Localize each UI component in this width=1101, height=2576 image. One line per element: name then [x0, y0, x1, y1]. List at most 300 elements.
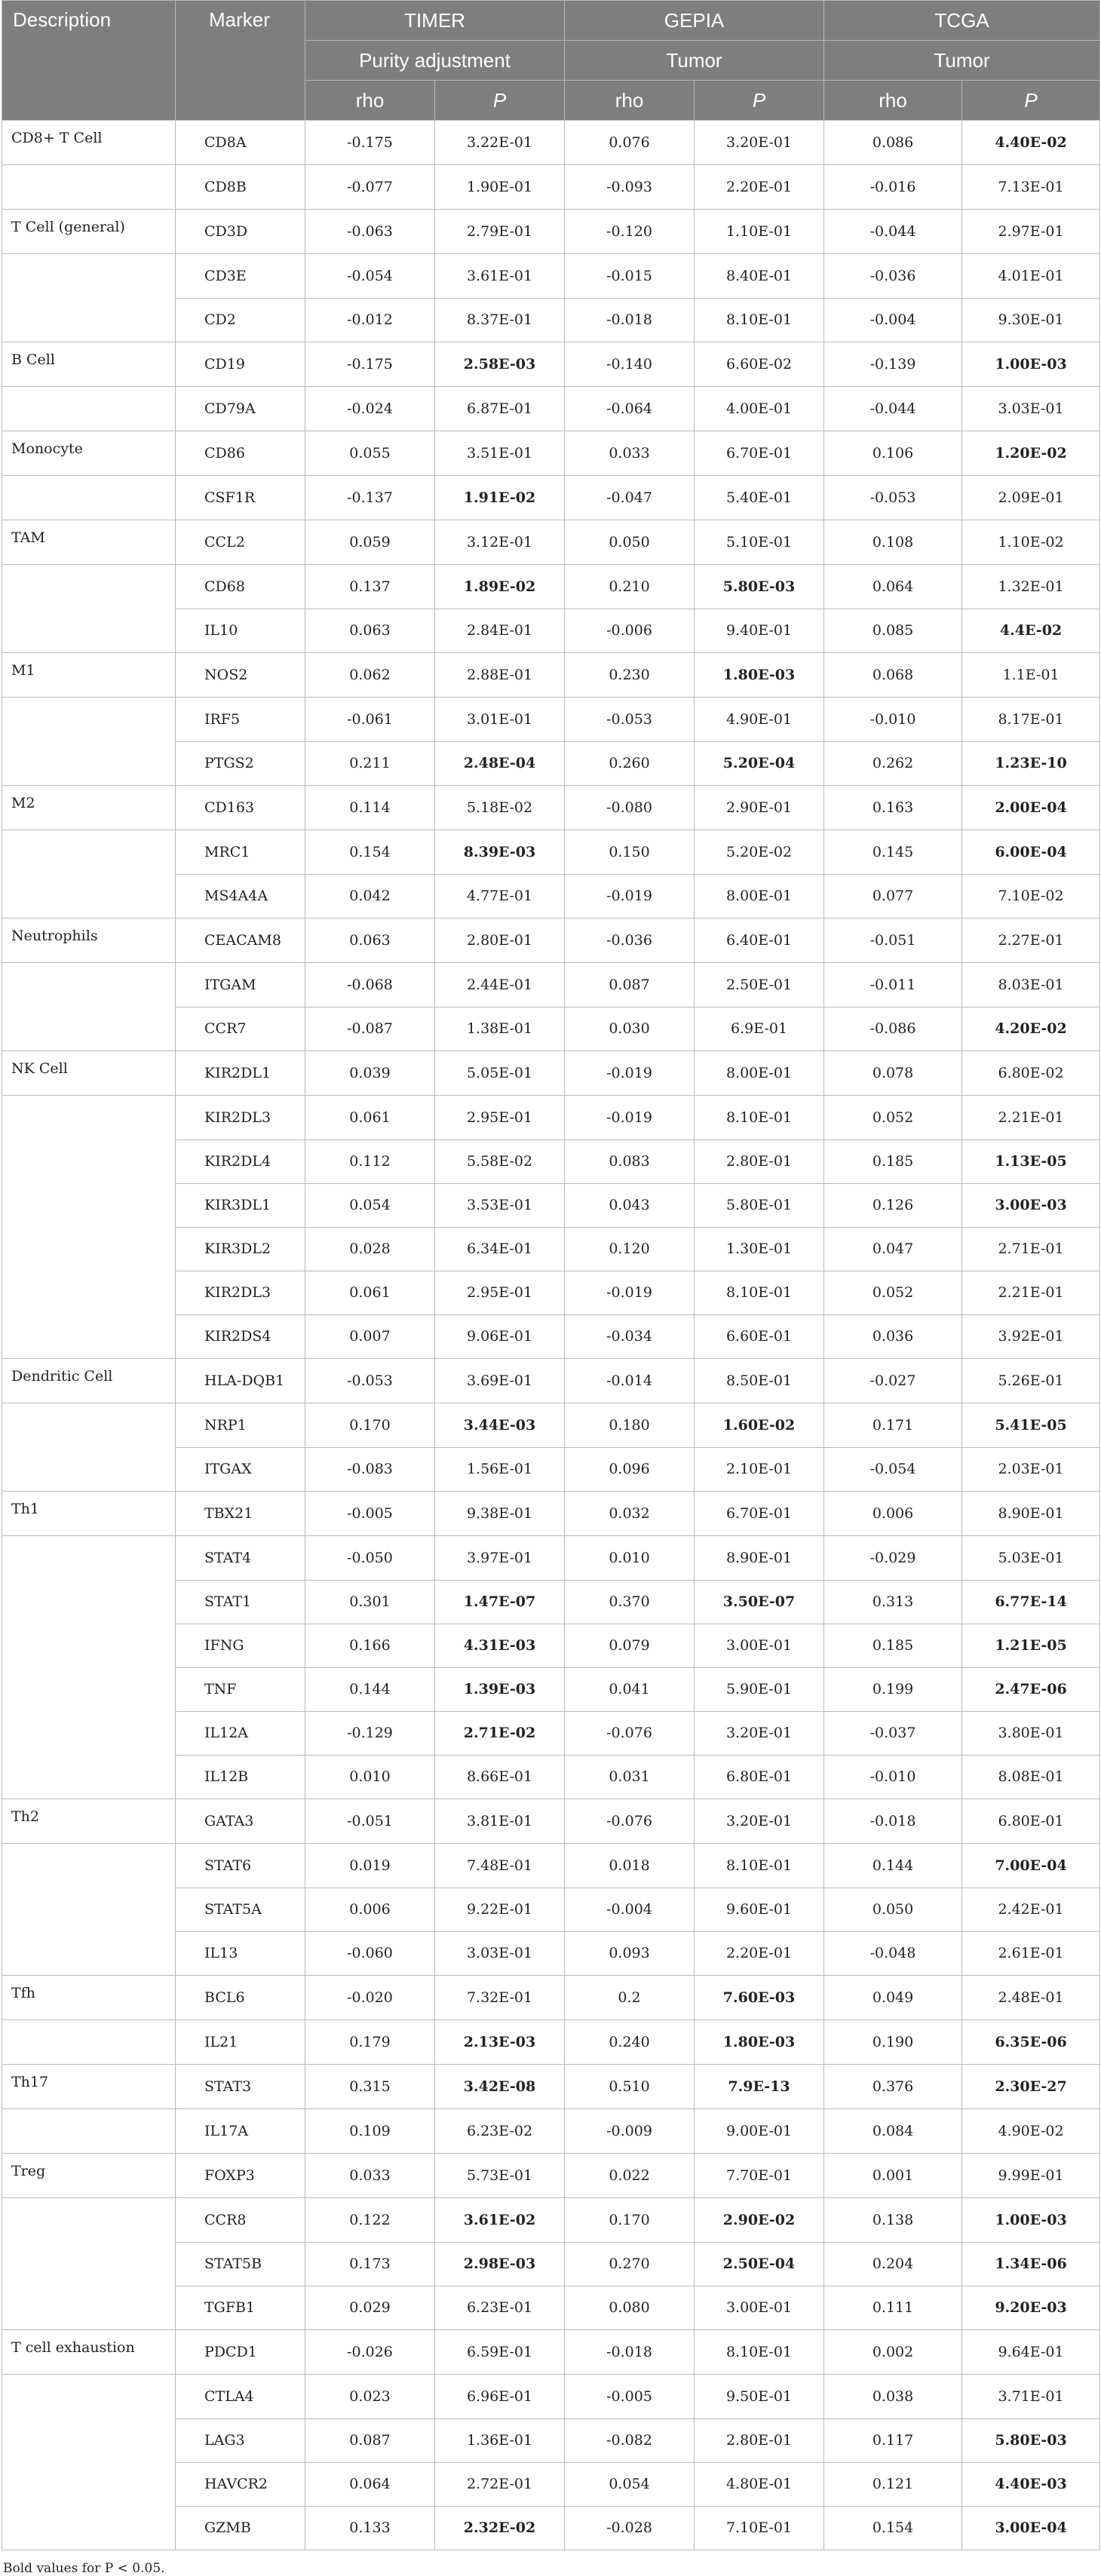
tcga-p-cell: 4.01E-01 [962, 254, 1100, 299]
tcga-rho-cell: 0.106 [824, 431, 962, 476]
description-cell [2, 1536, 176, 1581]
table-row [2, 2286, 1100, 2330]
gepia-p-cell: 7.70E-01 [695, 2154, 824, 2198]
gepia-p-cell: 9.00E-01 [695, 2109, 824, 2154]
gepia-rho-cell: -0.018 [565, 2330, 695, 2375]
tcga-p-cell: 8.08E-01 [962, 1755, 1100, 1799]
description-cell [2, 387, 176, 431]
gepia-p-cell: 6.60E-02 [695, 342, 824, 387]
timer-p-cell: 5.05E-01 [435, 1051, 565, 1096]
marker-cell: IRF5 [176, 698, 305, 742]
tcga-p-cell: 7.10E-02 [962, 874, 1100, 918]
gepia-rho-cell: -0.015 [565, 254, 695, 299]
timer-rho-cell: 0.062 [305, 653, 435, 698]
tcga-rho-cell: -0.139 [824, 342, 962, 387]
table-row [2, 1580, 1100, 1624]
timer-rho-cell: -0.061 [305, 698, 435, 742]
header-tcga-rho: rho [824, 81, 962, 121]
marker-cell: NRP1 [176, 1403, 305, 1448]
gepia-rho-cell: 0.170 [565, 2198, 695, 2243]
gepia-rho-cell: 0.180 [565, 1403, 695, 1448]
gepia-p-cell: 9.40E-01 [695, 609, 824, 653]
timer-rho-cell: -0.050 [305, 1536, 435, 1581]
tcga-p-cell: 5.41E-05 [962, 1403, 1100, 1448]
timer-p-cell: 2.72E-01 [435, 2462, 565, 2506]
tcga-rho-cell: 0.052 [824, 1271, 962, 1314]
marker-cell: CCR7 [176, 1007, 305, 1051]
description-cell [2, 830, 176, 875]
gepia-rho-cell: -0.034 [565, 1314, 695, 1359]
timer-p-cell: 9.06E-01 [435, 1314, 565, 1359]
gepia-rho-cell: -0.014 [565, 1359, 695, 1403]
tcga-p-cell: 4.40E-02 [962, 121, 1100, 165]
table-row [2, 2020, 1100, 2065]
table-row [2, 1447, 1100, 1492]
marker-cell: IL12B [176, 1755, 305, 1799]
gepia-p-cell: 8.50E-01 [695, 1359, 824, 1403]
gepia-p-cell: 3.20E-01 [695, 1799, 824, 1844]
table-row [2, 1711, 1100, 1755]
tcga-p-cell: 3.71E-01 [962, 2375, 1100, 2419]
tcga-p-cell: 6.35E-06 [962, 2020, 1100, 2065]
gepia-p-cell: 6.60E-01 [695, 1314, 824, 1359]
table-row [2, 2109, 1100, 2154]
timer-p-cell: 1.89E-02 [435, 565, 565, 609]
tcga-p-cell: 8.03E-01 [962, 963, 1100, 1007]
timer-p-cell: 3.97E-01 [435, 1536, 565, 1581]
timer-rho-cell: 0.301 [305, 1580, 435, 1624]
table-row [2, 918, 1100, 963]
gepia-rho-cell: 0.083 [565, 1139, 695, 1183]
timer-p-cell: 2.13E-03 [435, 2020, 565, 2065]
table-row [2, 1403, 1100, 1448]
marker-cell: IL21 [176, 2020, 305, 2065]
gepia-p-cell: 1.30E-01 [695, 1227, 824, 1271]
timer-p-cell: 2.71E-02 [435, 1711, 565, 1755]
description-cell: Th2 [2, 1799, 176, 1844]
description-cell [2, 298, 176, 342]
marker-cell: TNF [176, 1667, 305, 1711]
tcga-p-cell: 7.00E-04 [962, 1844, 1100, 1888]
tcga-rho-cell: 0.038 [824, 2375, 962, 2419]
tcga-rho-cell: -0.054 [824, 1447, 962, 1492]
timer-rho-cell: -0.051 [305, 1799, 435, 1844]
tcga-p-cell: 8.90E-01 [962, 1492, 1100, 1536]
gepia-rho-cell: -0.019 [565, 1271, 695, 1314]
gepia-p-cell: 2.80E-01 [695, 1139, 824, 1183]
timer-rho-cell: -0.026 [305, 2330, 435, 2375]
description-cell [2, 1139, 176, 1183]
tcga-rho-cell: -0.010 [824, 698, 962, 742]
timer-rho-cell: -0.077 [305, 165, 435, 210]
gepia-rho-cell: -0.076 [565, 1711, 695, 1755]
marker-cell: STAT5B [176, 2242, 305, 2286]
description-cell [2, 963, 176, 1007]
description-cell [2, 2242, 176, 2286]
gepia-p-cell: 8.00E-01 [695, 1051, 824, 1096]
gepia-rho-cell: 0.096 [565, 1447, 695, 1492]
marker-cell: KIR2DL1 [176, 1051, 305, 1096]
marker-cell: KIR2DS4 [176, 1314, 305, 1359]
gepia-rho-cell: -0.140 [565, 342, 695, 387]
tcga-rho-cell: 0.050 [824, 1888, 962, 1931]
timer-p-cell: 3.22E-01 [435, 121, 565, 165]
description-cell [2, 1183, 176, 1227]
table-row [2, 830, 1100, 875]
header-tcga: TCGA [824, 1, 1100, 41]
timer-rho-cell: 0.063 [305, 918, 435, 963]
tcga-rho-cell: 0.190 [824, 2020, 962, 2065]
timer-p-cell: 3.51E-01 [435, 431, 565, 476]
gepia-rho-cell: 0.230 [565, 653, 695, 698]
tcga-p-cell: 2.21E-01 [962, 1096, 1100, 1140]
timer-rho-cell: 0.114 [305, 786, 435, 830]
gepia-p-cell: 2.20E-01 [695, 1931, 824, 1976]
marker-cell: KIR2DL4 [176, 1139, 305, 1183]
timer-p-cell: 6.23E-02 [435, 2109, 565, 2154]
description-cell [2, 2462, 176, 2506]
header-marker: Marker [176, 1, 305, 121]
table-row [2, 387, 1100, 431]
tcga-p-cell: 8.17E-01 [962, 698, 1100, 742]
marker-cell: CD2 [176, 298, 305, 342]
marker-cell: CD163 [176, 786, 305, 830]
tcga-rho-cell: 0.154 [824, 2506, 962, 2550]
timer-p-cell: 2.80E-01 [435, 918, 565, 963]
timer-p-cell: 2.84E-01 [435, 609, 565, 653]
table-row [2, 1271, 1100, 1314]
gepia-p-cell: 3.50E-07 [695, 1580, 824, 1624]
timer-rho-cell: 0.173 [305, 2242, 435, 2286]
tcga-rho-cell: -0.086 [824, 1007, 962, 1051]
timer-rho-cell: -0.063 [305, 210, 435, 254]
gepia-p-cell: 5.20E-02 [695, 830, 824, 875]
gepia-rho-cell: 0.030 [565, 1007, 695, 1051]
marker-cell: IFNG [176, 1624, 305, 1667]
tcga-p-cell: 1.13E-05 [962, 1139, 1100, 1183]
timer-p-cell: 2.32E-02 [435, 2506, 565, 2550]
gepia-rho-cell: 0.033 [565, 431, 695, 476]
timer-rho-cell: -0.068 [305, 963, 435, 1007]
table-row [2, 609, 1100, 653]
description-cell [2, 609, 176, 653]
tcga-rho-cell: 0.376 [824, 2065, 962, 2109]
gepia-p-cell: 9.60E-01 [695, 1888, 824, 1931]
gepia-p-cell: 4.80E-01 [695, 2462, 824, 2506]
table-row [2, 1976, 1100, 2020]
description-cell [2, 1227, 176, 1271]
marker-cell: MRC1 [176, 830, 305, 875]
timer-p-cell: 1.47E-07 [435, 1580, 565, 1624]
timer-p-cell: 3.61E-01 [435, 254, 565, 299]
marker-cell: PTGS2 [176, 741, 305, 786]
gepia-rho-cell: 0.041 [565, 1667, 695, 1711]
timer-p-cell: 3.81E-01 [435, 1799, 565, 1844]
timer-rho-cell: 0.112 [305, 1139, 435, 1183]
table-footnote: Bold values for P < 0.05. [3, 2561, 165, 2576]
table-header [2, 1, 1100, 121]
marker-cell: BCL6 [176, 1976, 305, 2020]
tcga-rho-cell: 0.185 [824, 1139, 962, 1183]
marker-cell: CEACAM8 [176, 918, 305, 963]
timer-p-cell: 1.38E-01 [435, 1007, 565, 1051]
description-cell [2, 1888, 176, 1931]
gepia-p-cell: 1.60E-02 [695, 1403, 824, 1448]
timer-rho-cell: 0.122 [305, 2198, 435, 2243]
timer-rho-cell: -0.005 [305, 1492, 435, 1536]
tcga-rho-cell: 0.006 [824, 1492, 962, 1536]
timer-rho-cell: -0.060 [305, 1931, 435, 1976]
table-row [2, 2330, 1100, 2375]
timer-p-cell: 3.03E-01 [435, 1931, 565, 1976]
description-cell [2, 2020, 176, 2065]
tcga-p-cell: 2.00E-04 [962, 786, 1100, 830]
gepia-p-cell: 7.9E-13 [695, 2065, 824, 2109]
timer-p-cell: 1.90E-01 [435, 165, 565, 210]
timer-p-cell: 2.58E-03 [435, 342, 565, 387]
tcga-rho-cell: 0.144 [824, 1844, 962, 1888]
marker-cell: CD8B [176, 165, 305, 210]
timer-rho-cell: -0.137 [305, 476, 435, 520]
header-timer: TIMER [305, 1, 565, 41]
tcga-p-cell: 6.77E-14 [962, 1580, 1100, 1624]
timer-rho-cell: -0.012 [305, 298, 435, 342]
table-row [2, 874, 1100, 918]
description-cell [2, 1271, 176, 1314]
timer-p-cell: 3.69E-01 [435, 1359, 565, 1403]
timer-p-cell: 2.88E-01 [435, 653, 565, 698]
marker-cell: CD19 [176, 342, 305, 387]
table-row [2, 1755, 1100, 1799]
description-cell [2, 698, 176, 742]
table-row [2, 476, 1100, 520]
header-gepia: GEPIA [565, 1, 824, 41]
header-tcga-p: P [962, 81, 1100, 121]
gepia-rho-cell: -0.080 [565, 786, 695, 830]
gepia-p-cell: 6.40E-01 [695, 918, 824, 963]
tcga-p-cell: 2.71E-01 [962, 1227, 1100, 1271]
gepia-p-cell: 1.10E-01 [695, 210, 824, 254]
description-cell [2, 874, 176, 918]
description-cell [2, 741, 176, 786]
timer-rho-cell: 0.166 [305, 1624, 435, 1667]
tcga-rho-cell: 0.078 [824, 1051, 962, 1096]
marker-cell: KIR3DL2 [176, 1227, 305, 1271]
marker-cell: STAT6 [176, 1844, 305, 1888]
marker-cell: CD86 [176, 431, 305, 476]
gepia-p-cell: 7.10E-01 [695, 2506, 824, 2550]
timer-p-cell: 2.79E-01 [435, 210, 565, 254]
tcga-p-cell: 2.09E-01 [962, 476, 1100, 520]
gepia-rho-cell: 0.150 [565, 830, 695, 875]
marker-cell: LAG3 [176, 2418, 305, 2462]
gepia-rho-cell: -0.120 [565, 210, 695, 254]
gepia-rho-cell: -0.064 [565, 387, 695, 431]
tcga-rho-cell: -0.004 [824, 298, 962, 342]
tcga-p-cell: 2.27E-01 [962, 918, 1100, 963]
description-cell: Treg [2, 2154, 176, 2198]
table-row [2, 1492, 1100, 1536]
tcga-rho-cell: 0.002 [824, 2330, 962, 2375]
tcga-rho-cell: 0.036 [824, 1314, 962, 1359]
table-row [2, 963, 1100, 1007]
marker-cell: GATA3 [176, 1799, 305, 1844]
gepia-p-cell: 8.40E-01 [695, 254, 824, 299]
tcga-p-cell: 4.40E-03 [962, 2462, 1100, 2506]
description-cell: Th1 [2, 1492, 176, 1536]
tcga-p-cell: 3.00E-03 [962, 1183, 1100, 1227]
timer-rho-cell: -0.175 [305, 121, 435, 165]
table-row [2, 520, 1100, 565]
tcga-rho-cell: 0.047 [824, 1227, 962, 1271]
marker-cell: CCR8 [176, 2198, 305, 2243]
table-row [2, 2154, 1100, 2198]
timer-p-cell: 6.96E-01 [435, 2375, 565, 2419]
gepia-rho-cell: -0.047 [565, 476, 695, 520]
marker-cell: HLA-DQB1 [176, 1359, 305, 1403]
marker-cell: STAT4 [176, 1536, 305, 1581]
timer-p-cell: 5.18E-02 [435, 786, 565, 830]
timer-rho-cell: 0.039 [305, 1051, 435, 1096]
marker-cell: CD3D [176, 210, 305, 254]
tcga-rho-cell: -0.010 [824, 1755, 962, 1799]
timer-rho-cell: -0.083 [305, 1447, 435, 1492]
gepia-rho-cell: 0.054 [565, 2462, 695, 2506]
gepia-rho-cell: 0.050 [565, 520, 695, 565]
description-cell [2, 1007, 176, 1051]
tcga-rho-cell: -0.016 [824, 165, 962, 210]
gepia-p-cell: 8.00E-01 [695, 874, 824, 918]
tcga-rho-cell: -0.011 [824, 963, 962, 1007]
table-row [2, 1536, 1100, 1581]
description-cell [2, 1314, 176, 1359]
gepia-p-cell: 2.90E-02 [695, 2198, 824, 2243]
gepia-rho-cell: -0.093 [565, 165, 695, 210]
gepia-rho-cell: 0.087 [565, 963, 695, 1007]
description-cell: Tfh [2, 1976, 176, 2020]
description-cell [2, 2109, 176, 2154]
tcga-rho-cell: -0.051 [824, 918, 962, 963]
timer-rho-cell: 0.064 [305, 2462, 435, 2506]
table-row [2, 2506, 1100, 2550]
timer-p-cell: 8.37E-01 [435, 298, 565, 342]
table-row [2, 2375, 1100, 2419]
tcga-rho-cell: 0.163 [824, 786, 962, 830]
gepia-rho-cell: -0.076 [565, 1799, 695, 1844]
gepia-p-cell: 9.50E-01 [695, 2375, 824, 2419]
tcga-rho-cell: -0.044 [824, 210, 962, 254]
gepia-p-cell: 5.20E-04 [695, 741, 824, 786]
timer-rho-cell: 0.006 [305, 1888, 435, 1931]
tcga-p-cell: 3.92E-01 [962, 1314, 1100, 1359]
timer-rho-cell: 0.063 [305, 609, 435, 653]
tcga-p-cell: 2.30E-27 [962, 2065, 1100, 2109]
tcga-rho-cell: -0.048 [824, 1931, 962, 1976]
gepia-p-cell: 8.10E-01 [695, 1096, 824, 1140]
gepia-rho-cell: -0.006 [565, 609, 695, 653]
description-cell: T Cell (general) [2, 210, 176, 254]
timer-rho-cell: 0.010 [305, 1755, 435, 1799]
marker-cell: IL17A [176, 2109, 305, 2154]
timer-rho-cell: 0.133 [305, 2506, 435, 2550]
description-cell [2, 165, 176, 210]
description-cell [2, 1624, 176, 1667]
tcga-rho-cell: 0.121 [824, 2462, 962, 2506]
gepia-rho-cell: 0.032 [565, 1492, 695, 1536]
tcga-p-cell: 3.03E-01 [962, 387, 1100, 431]
tcga-p-cell: 1.00E-03 [962, 2198, 1100, 2243]
marker-cell: IL13 [176, 1931, 305, 1976]
tcga-rho-cell: -0.036 [824, 254, 962, 299]
timer-p-cell: 5.58E-02 [435, 1139, 565, 1183]
tcga-p-cell: 1.21E-05 [962, 1624, 1100, 1667]
tcga-rho-cell: 0.084 [824, 2109, 962, 2154]
timer-rho-cell: 0.023 [305, 2375, 435, 2419]
gepia-rho-cell: 0.240 [565, 2020, 695, 2065]
table-row [2, 1844, 1100, 1888]
table-row [2, 1931, 1100, 1976]
gepia-p-cell: 3.20E-01 [695, 1711, 824, 1755]
table-row [2, 1888, 1100, 1931]
gepia-p-cell: 8.10E-01 [695, 1844, 824, 1888]
tcga-rho-cell: -0.044 [824, 387, 962, 431]
marker-cell: STAT5A [176, 1888, 305, 1931]
gepia-p-cell: 8.10E-01 [695, 1271, 824, 1314]
timer-rho-cell: 0.087 [305, 2418, 435, 2462]
gepia-rho-cell: -0.019 [565, 874, 695, 918]
description-cell: B Cell [2, 342, 176, 387]
gepia-p-cell: 8.90E-01 [695, 1536, 824, 1581]
timer-rho-cell: 0.315 [305, 2065, 435, 2109]
timer-rho-cell: -0.053 [305, 1359, 435, 1403]
table-row [2, 2418, 1100, 2462]
tcga-rho-cell: 0.001 [824, 2154, 962, 2198]
gepia-rho-cell: 0.510 [565, 2065, 695, 2109]
marker-cell: CCL2 [176, 520, 305, 565]
gepia-rho-cell: -0.018 [565, 298, 695, 342]
timer-rho-cell: 0.029 [305, 2286, 435, 2330]
gepia-p-cell: 2.50E-04 [695, 2242, 824, 2286]
description-cell [2, 1711, 176, 1755]
timer-p-cell: 1.56E-01 [435, 1447, 565, 1492]
tcga-rho-cell: -0.029 [824, 1536, 962, 1581]
description-cell: M2 [2, 786, 176, 830]
description-cell [2, 476, 176, 520]
timer-p-cell: 1.36E-01 [435, 2418, 565, 2462]
timer-rho-cell: 0.054 [305, 1183, 435, 1227]
table-body [2, 121, 1100, 2550]
header-timer-sub: Purity adjustment [305, 41, 565, 81]
gepia-rho-cell: 0.080 [565, 2286, 695, 2330]
header-tcga-sub: Tumor [824, 41, 1100, 81]
tcga-p-cell: 1.34E-06 [962, 2242, 1100, 2286]
tcga-p-cell: 1.23E-10 [962, 741, 1100, 786]
tcga-rho-cell: 0.068 [824, 653, 962, 698]
timer-p-cell: 2.95E-01 [435, 1271, 565, 1314]
tcga-p-cell: 2.97E-01 [962, 210, 1100, 254]
gepia-rho-cell: 0.079 [565, 1624, 695, 1667]
tcga-p-cell: 1.1E-01 [962, 653, 1100, 698]
description-cell [2, 1844, 176, 1888]
header-timer-rho: rho [305, 81, 435, 121]
marker-cell: CSF1R [176, 476, 305, 520]
marker-cell: ITGAX [176, 1447, 305, 1492]
gepia-rho-cell: 0.093 [565, 1931, 695, 1976]
description-cell [2, 254, 176, 299]
description-cell [2, 2375, 176, 2419]
timer-rho-cell: 0.211 [305, 741, 435, 786]
tcga-rho-cell: 0.085 [824, 609, 962, 653]
